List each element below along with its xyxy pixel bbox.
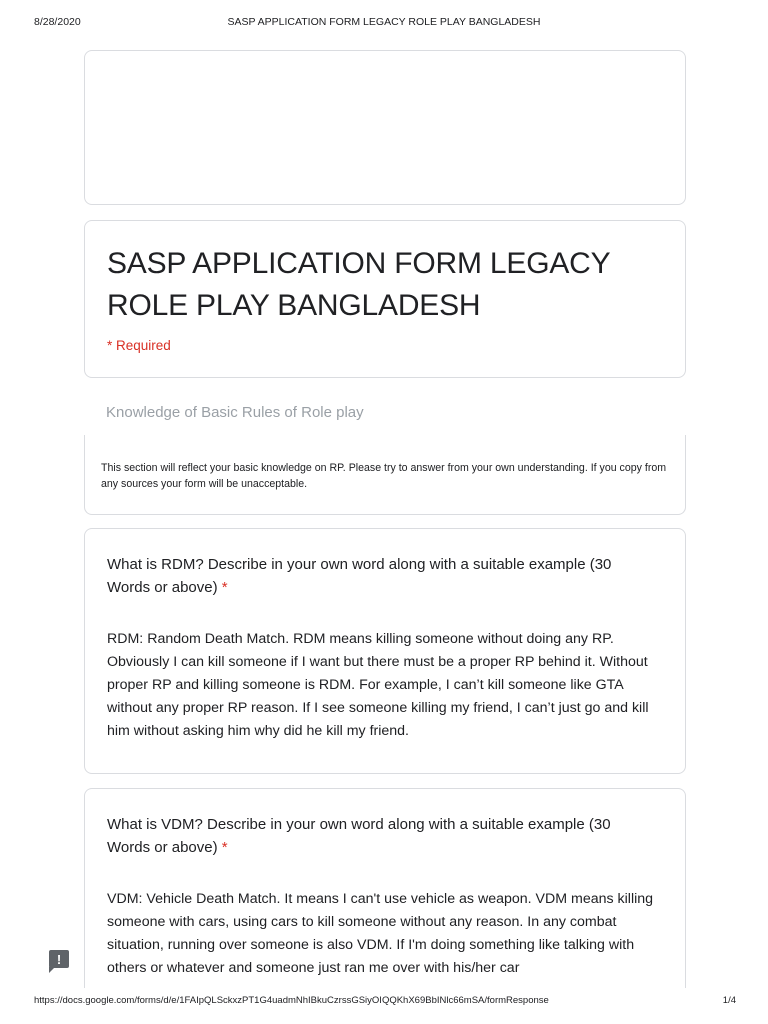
section-title: Knowledge of Basic Rules of Role play xyxy=(106,404,364,421)
report-feedback-button[interactable] xyxy=(39,939,79,979)
required-asterisk: * xyxy=(221,839,228,856)
section-description: This section will reflect your basic knowledge on RP. Please try to answer from your own understanding. If you copy from any sources your form will be unacceptable. xyxy=(101,462,667,490)
answer-text: VDM: Vehicle Death Match. It means I can't use vehicle as weapon. VDM means killing someone with cars, using cars to kill someone without any reason. In any combat situation, running over someone is also VDM. If I'm doing something like talking with others or whatever and someone just ran me over with his/her car xyxy=(107,891,654,976)
question-card-rdm xyxy=(84,528,686,774)
print-date: 8/28/2020 xyxy=(34,16,81,28)
print-footer xyxy=(0,988,768,1024)
print-header-title: SASP APPLICATION FORM LEGACY ROLE PLAY BANGLADESH xyxy=(227,16,541,28)
question-text xyxy=(107,813,647,859)
form-header-image-card xyxy=(84,50,686,205)
question-label: What is RDM? Describe in your own word along with a suitable example (30 Words or above) xyxy=(107,556,612,596)
section-description-card xyxy=(84,435,686,515)
page-number: 1/4 xyxy=(722,995,736,1006)
required-asterisk: * xyxy=(221,579,228,596)
question-card-vdm xyxy=(84,788,686,1018)
footer-url: https://docs.google.com/forms/d/e/1FAIpQLSckxzPT1G4uadmNhIBkuCzrssGSiyOIQQKhX69BbINlc66mSA/formResponse xyxy=(34,995,549,1006)
question-text xyxy=(107,553,647,599)
form-title: SASP APPLICATION FORM LEGACY ROLE PLAY BANGLADESH xyxy=(107,247,610,322)
print-header xyxy=(0,16,768,30)
report-feedback-icon: ! xyxy=(49,950,69,968)
question-label: What is VDM? Describe in your own word along with a suitable example (30 Words or above) xyxy=(107,816,611,856)
required-note: * Required xyxy=(107,338,171,353)
form-title-card xyxy=(84,220,686,378)
answer-text: RDM: Random Death Match. RDM means killing someone without doing any RP. Obviously I can kill someone if I want but there must be a proper RP behind it. Without proper RP and killing someone is RDM. For example, I can’t kill someone like GTA without any proper RP reason. If I see someone killing my friend, I can’t just go and kill him without asking him why did he kill my friend. xyxy=(107,631,649,739)
